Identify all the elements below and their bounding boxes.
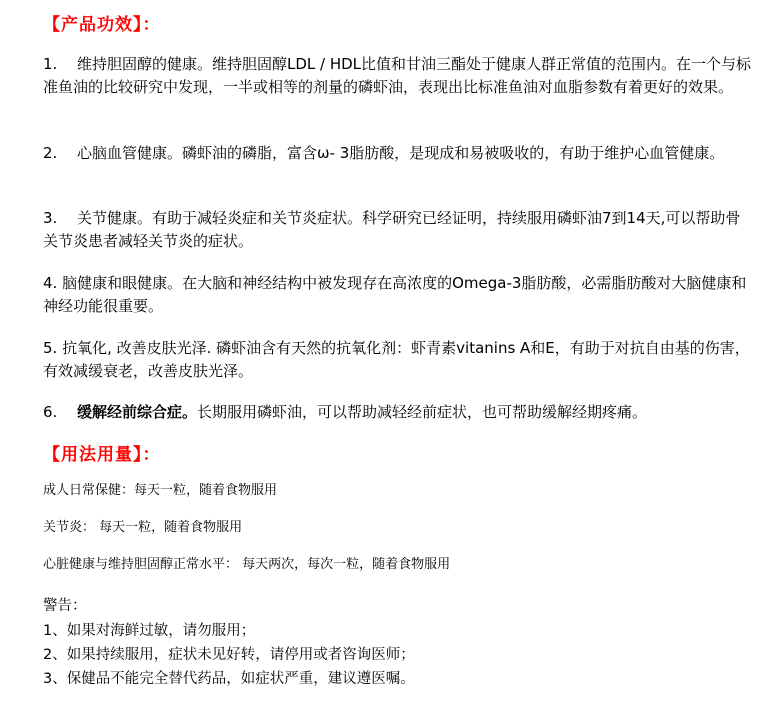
item-number: 5. <box>43 339 58 357</box>
item-number: 2. <box>43 144 58 162</box>
efficacy-item-5 <box>43 337 755 383</box>
warning-line-3: 3、保健品不能完全替代药品，如症状严重，建议遵医嘱。 <box>43 671 415 687</box>
warning-line-2: 2、如果持续服用，症状未见好转，请停用或者咨询医师； <box>43 647 415 663</box>
item-number: 3. <box>43 209 58 227</box>
item-text: 长期服用磷虾油，可以帮助减轻经前症状，也可帮助缓解经期疼痛。 <box>197 403 648 421</box>
item-text: 心脑血管健康。磷虾油的磷脂，富含ω- 3脂肪酸，是现成和易被吸收的，有助于维护心血管健康。 <box>77 144 725 162</box>
warning-heading: 警告： <box>43 598 87 614</box>
warning-line-1: 1、如果对海鲜过敏，请勿服用； <box>43 623 256 639</box>
item-number: 4. <box>43 274 58 292</box>
item-bold-lead: 缓解经前综合症。 <box>77 403 198 421</box>
efficacy-item-4 <box>43 272 755 318</box>
efficacy-item-1 <box>43 53 755 99</box>
item-text: 维持胆固醇的健康。维持胆固醇LDL / HDL比值和甘油三酯处于健康人群正常值的范围内。在一个与标准鱼油的比较研究中发现，一半或相等的剂量的磷虾油，表现出比标准鱼油对血脂参数有着更好的效果。 <box>43 55 752 96</box>
efficacy-item-3 <box>43 207 755 253</box>
usage-line-3: 心脏健康与维持胆固醇正常水平： 每天两次，每次一粒，随着食物服用 <box>43 557 451 572</box>
item-number: 1. <box>43 55 58 73</box>
efficacy-heading: 【产品功效】： <box>43 15 161 35</box>
item-text: 抗氧化, 改善皮肤光泽. 磷虾油含有天然的抗氧化剂：虾青素vitanins A和E，有助于对抗自由基的伤害，有效减缓衰老，改善皮肤光泽。 <box>43 339 750 380</box>
efficacy-item-2 <box>43 142 755 165</box>
item-text: 关节健康。有助于减轻炎症和关节炎症状。科学研究已经证明，持续服用磷虾油7到14天,可以帮助骨关节炎患者减轻关节炎的症状。 <box>43 209 741 250</box>
usage-line-1: 成人日常保健：每天一粒，随着食物服用 <box>43 483 278 498</box>
efficacy-item-6 <box>43 401 755 424</box>
item-number: 6. <box>43 403 58 421</box>
item-text: 脑健康和眼健康。在大脑和神经结构中被发现存在高浓度的Omega-3脂肪酸，必需脂肪酸对大脑健康和神经功能很重要。 <box>43 274 747 315</box>
usage-heading: 【用法用量】： <box>43 445 161 465</box>
usage-line-2: 关节炎： 每天一粒，随着食物服用 <box>43 520 243 535</box>
